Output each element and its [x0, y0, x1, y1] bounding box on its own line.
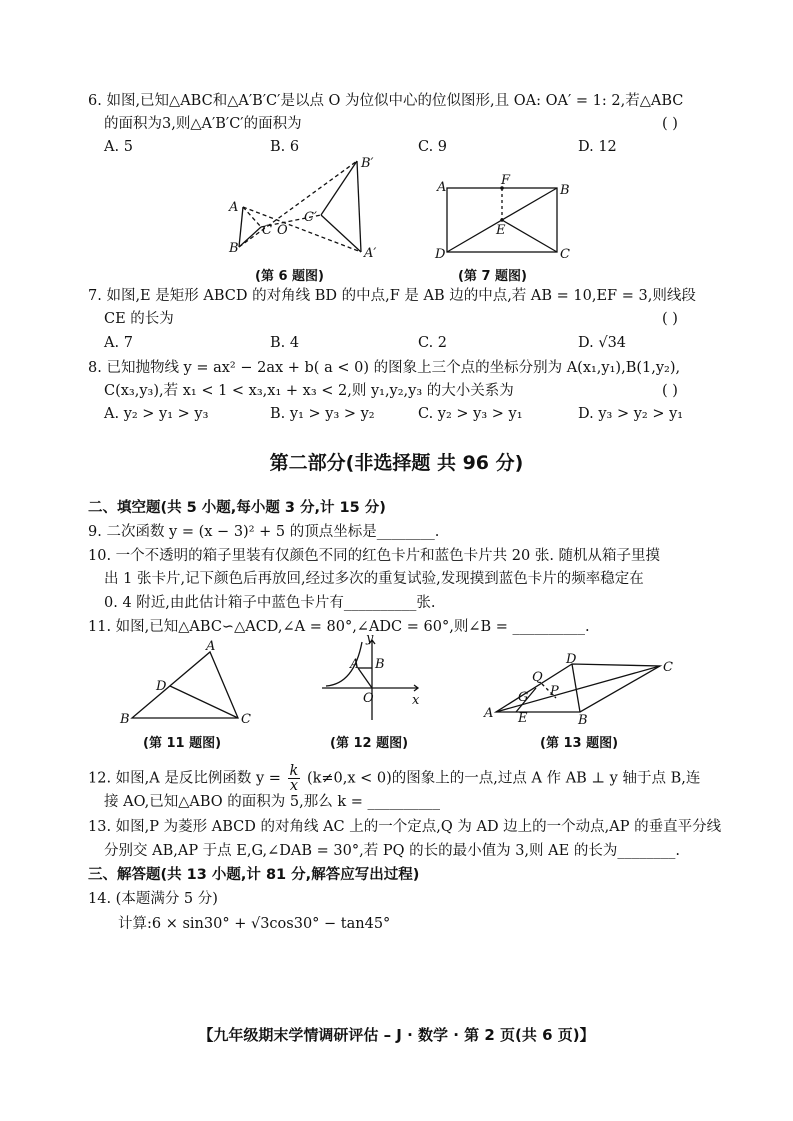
q7-answer-paren: ( )	[662, 311, 678, 327]
q12-line1-pre: 12. 如图,A 是反比例函数 y =	[88, 770, 281, 787]
q7-line2: CE 的长为	[104, 311, 174, 327]
fig6-label-o: O	[277, 223, 288, 238]
q8-option-c: C. y₂ > y₃ > y₁	[418, 406, 523, 422]
q8-line1: 8. 已知抛物线 y = ax² − 2ax + b( a < 0) 的图象上三个点的坐标分别为 A(x₁,y₁),B(1,y₂),	[88, 360, 681, 376]
fig13-label-g: G	[518, 690, 529, 705]
q14-line1: 14. (本题满分 5 分)	[88, 891, 218, 907]
q8-option-d: D. y₃ > y₂ > y₁	[578, 406, 684, 422]
fig6-label-c: C	[262, 223, 272, 238]
fig13-label-q: Q	[532, 670, 543, 685]
figure-6	[225, 155, 405, 265]
q7-option-d: D. √34	[578, 335, 627, 351]
fig11-label-d: D	[156, 679, 167, 694]
fig12-label-x: x	[412, 693, 420, 708]
fig12-caption: (第 12 题图)	[330, 736, 409, 751]
q7-option-c: C. 2	[418, 335, 448, 351]
q14-expression: 计算:6 × sin30° + √3cos30° − tan45°	[118, 916, 391, 932]
q12-line1-post: (k≠0,x < 0)的图象上的一点,过点 A 作 AB ⊥ y 轴于点 B,连	[306, 770, 701, 787]
q12-line1	[88, 764, 700, 793]
q6-line1: 6. 如图,已知△ABC和△A′B′C′是以点 O 为位似中心的位似图形,且 OA: OA′ = 1: 2,若△ABC	[88, 93, 684, 109]
q10-line3: 0. 4 附近,由此估计箱子中蓝色卡片有__________张.	[104, 595, 436, 611]
fig7-label-c: C	[560, 247, 570, 262]
fig7-label-d: D	[435, 247, 446, 262]
q12-frac-den: x	[289, 778, 299, 794]
q12-fraction	[288, 764, 301, 793]
fig13-label-p: P	[550, 684, 559, 699]
page-footer: 【九年级期末学情调研评估 – J · 数学 · 第 2 页(共 6 页)】	[198, 1026, 595, 1044]
fig11-label-c: C	[241, 712, 251, 727]
q12-frac-num: k	[289, 763, 299, 779]
fig6-caption: (第 6 题图)	[255, 269, 324, 284]
fig13-caption: (第 13 题图)	[540, 736, 619, 751]
section-2-title: 第二部分(非选择题 共 96 分)	[269, 452, 524, 474]
fig7-label-f: F	[501, 173, 511, 188]
q8-line2: C(x₃,y₃),若 x₁ < 1 < x₃,x₁ + x₃ < 2,则 y₁,y₂,y₃ 的大小关系为	[104, 383, 514, 399]
figure-11	[118, 638, 268, 728]
fig12-label-y: y	[366, 631, 374, 646]
q11-text: 11. 如图,已知△ABC∽△ACD,∠A = 80°,∠ADC = 60°,则∠B = __________.	[88, 619, 590, 635]
q10-line1: 10. 一个不透明的箱子里装有仅颜色不同的红色卡片和蓝色卡片共 20 张. 随机从箱子里摸	[88, 548, 661, 564]
fig11-label-b: B	[120, 712, 130, 727]
fig6-label-b: B	[229, 241, 239, 256]
fig7-label-b: B	[560, 183, 570, 198]
fig12-label-o: O	[363, 691, 374, 706]
fig7-label-a: A	[437, 180, 447, 195]
q6-option-a: A. 5	[104, 139, 133, 155]
q12-line2: 接 AO,已知△ABO 的面积为 5,那么 k = __________	[104, 794, 440, 810]
q6-option-b: B. 6	[270, 139, 300, 155]
fig13-label-b: B	[578, 713, 588, 728]
q8-option-a: A. y₂ > y₁ > y₃	[104, 406, 209, 422]
fig6-label-a-prime: A′	[364, 246, 377, 261]
fig12-label-a: A	[350, 657, 360, 672]
q7-option-b: B. 4	[270, 335, 300, 351]
fig6-label-c-prime: C′	[304, 210, 317, 225]
fig13-label-e: E	[518, 711, 528, 726]
q7-line1: 7. 如图,E 是矩形 ABCD 的对角线 BD 的中点,F 是 AB 边的中点,若 AB = 10,EF = 3,则线段	[88, 288, 696, 304]
figure-13	[482, 652, 682, 728]
fig7-caption: (第 7 题图)	[458, 269, 527, 284]
q8-option-b: B. y₁ > y₃ > y₂	[270, 406, 375, 422]
fig6-label-a: A	[229, 200, 239, 215]
q7-option-a: A. 7	[104, 335, 133, 351]
fig7-label-e: E	[496, 223, 506, 238]
fig13-label-a: A	[484, 706, 494, 721]
fill-in-header: 二、填空题(共 5 小题,每小题 3 分,计 15 分)	[88, 500, 386, 516]
q9-text: 9. 二次函数 y = (x − 3)² + 5 的顶点坐标是________.	[88, 524, 440, 540]
q6-option-d: D. 12	[578, 139, 617, 155]
fig13-label-c: C	[663, 660, 673, 675]
q6-option-c: C. 9	[418, 139, 448, 155]
fig12-label-b: B	[375, 657, 385, 672]
figure-7	[433, 172, 593, 262]
fig13-label-d: D	[566, 652, 577, 667]
q6-answer-paren: ( )	[662, 116, 678, 132]
fig11-label-a: A	[206, 639, 216, 654]
figure-12	[318, 631, 428, 724]
q13-line2: 分别交 AB,AP 于点 E,G,∠DAB = 30°,若 PQ 的长的最小值为 3,则 AE 的长为________.	[104, 843, 680, 859]
q6-line2: 的面积为3,则△A′B′C′的面积为	[104, 116, 302, 132]
q10-line2: 出 1 张卡片,记下颜色后再放回,经过多次的重复试验,发现摸到蓝色卡片的频率稳定在	[104, 571, 644, 587]
fig11-caption: (第 11 题图)	[143, 736, 222, 751]
q13-line1: 13. 如图,P 为菱形 ABCD 的对角线 AC 上的一个定点,Q 为 AD 边上的一个动点,AP 的垂直平分线	[88, 819, 722, 835]
solve-header: 三、解答题(共 13 小题,计 81 分,解答应写出过程)	[88, 867, 420, 883]
q8-answer-paren: ( )	[662, 383, 678, 399]
fig6-label-b-prime: B′	[361, 156, 374, 171]
